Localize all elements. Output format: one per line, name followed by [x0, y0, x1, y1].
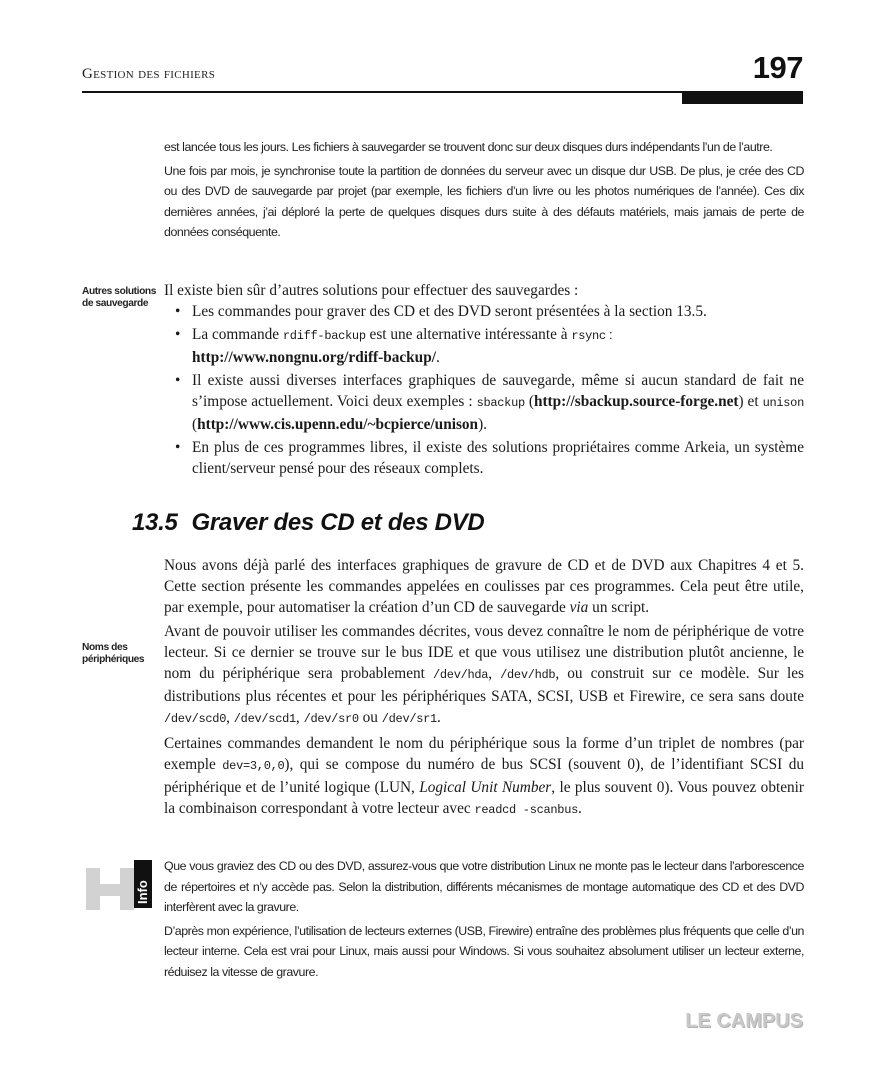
- info-box: [164, 856, 804, 982]
- link-unison[interactable]: http://www.cis.upenn.edu/~bcpierce/unison: [197, 416, 479, 433]
- paragraph-continued: est lancée tous les jours. Les fichiers à sauvegarder se trouvent donc sur deux disques durs indépendants l’un de l’autre.: [164, 140, 773, 154]
- italic-lun: Logical Unit Number: [419, 779, 552, 796]
- device-path: /dev/sr1: [381, 712, 437, 726]
- paragraph-text: ,: [295, 709, 304, 726]
- paragraph-text: .: [578, 800, 582, 817]
- list-item: [164, 370, 804, 435]
- bullet-text: La commande: [192, 326, 283, 343]
- paragraph-text: ), qui se compose du numéro de bus SCSI (souvent 0), de l’identifiant SCSI du périphérique et de l’unité logique (LUN,: [164, 756, 804, 796]
- continued-paragraph: [164, 137, 804, 243]
- paragraph-text: ou: [358, 709, 382, 726]
- info-icon: [86, 860, 154, 910]
- paragraph-text: Avant de pouvoir utiliser les commandes décrites, vous devez connaître le nom de périphérique de votre lecteur. Si ce dernier se trouve sur le bus IDE et que vous utilisez une distribution plutôt ancienne, le nom du périphérique sera probablement: [164, 623, 804, 682]
- info-paragraph-mount: Que vous graviez des CD ou des DVD, assurez-vous que votre distribution Linux ne monte pas le lecteur dans l’arborescence de répertoires et n’y accède pas. Selon la distribution, différents mécanismes de montage automatique des CD et des DVD interfèrent avec la gravure.: [164, 859, 804, 914]
- bullet-text: En plus de ces programmes libres, il existe des solutions propriétaires comme Arkeia, un système client/serveur pensé pour des réseaux complets.: [192, 439, 804, 477]
- paragraph-text: .: [436, 709, 441, 726]
- section-number: 13.5: [132, 509, 178, 536]
- paragraph-device-names: [164, 621, 804, 730]
- device-path: /dev/hdb: [500, 668, 556, 682]
- paragraph-text: ,: [488, 665, 501, 682]
- section-title: Graver des CD et des DVD: [191, 509, 485, 536]
- margin-note-devices: Noms des périphériques: [82, 642, 145, 665]
- bullet-text: ) et: [738, 393, 763, 410]
- command-rsync: rsync: [571, 329, 606, 343]
- command-rdiff-backup: rdiff-backup: [282, 329, 366, 343]
- paragraph-monthly-sync: Une fois par mois, je synchronise toute la partition de données du serveur avec un disque dur USB. De plus, je crée des CD ou des DVD de sauvegarde par projet (par exemple, les fichiers d’un livre ou les photos numériques de l’année). Ces dix dernières années, j’ai déploré la perte de quelques disques durs suite à des défauts matériels, mais jamais de perte de données conséquente.: [164, 163, 804, 239]
- info-icon-graphic: [86, 860, 154, 910]
- info-paragraph-external: D’après mon expérience, l’utilisation de lecteurs externes (USB, Firewire) entraîne des problèmes plus fréquents que celle d’un lecteur interne. Cela est vrai pour Linux, mais aussi pour Windows. Si vous souhaitez absolument utiliser un lecteur externe, réduisez la vitesse de gravure.: [164, 923, 804, 979]
- backup-intro: Il existe bien sûr d’autres solutions pour effectuer des sauvegardes :: [164, 282, 579, 299]
- publisher-logo: [685, 1010, 803, 1033]
- info-icon-label: Info: [135, 880, 150, 904]
- command-unison: unison: [762, 396, 804, 410]
- bullet-text: (: [524, 393, 534, 410]
- italic-via: via: [569, 599, 589, 616]
- backup-solutions-block: [164, 280, 804, 479]
- paragraph-text: Certaines commandes demandent le nom du périphérique sous la forme d’un triplet de nombres (par exemple: [164, 735, 804, 773]
- link-sbackup[interactable]: http://sbackup.source-forge.net: [533, 393, 739, 410]
- code-dev-triplet: dev=3,0,0: [222, 759, 285, 773]
- device-path: /dev/hda: [432, 668, 489, 682]
- bullet-text: ).: [478, 416, 487, 433]
- bullet-text: :: [605, 327, 613, 342]
- backup-list: [164, 301, 804, 479]
- bullet-text: Les commandes pour graver des CD et des DVD seront présentées à la section 13.5.: [192, 303, 707, 320]
- bullet-text: (: [192, 416, 198, 433]
- list-item: [164, 324, 804, 368]
- list-item: [164, 301, 804, 322]
- device-path: /dev/scd0: [164, 712, 227, 726]
- paragraph-scsi-triplet: [164, 733, 804, 821]
- running-header: [82, 66, 215, 83]
- section-heading: [132, 509, 484, 537]
- bullet-text: est une alternative intéressante à: [365, 326, 572, 343]
- command-readcd: readcd -scanbus: [474, 803, 579, 817]
- running-header-text: Gestion des fichiers: [82, 66, 216, 82]
- bullet-text: .: [435, 349, 440, 366]
- link-rdiff-backup[interactable]: http://www.nongnu.org/rdiff-backup/: [192, 349, 436, 366]
- publisher-logo-text: LE CAMPUS: [685, 1010, 803, 1032]
- paragraph-text: , le plus souvent 0). Vous pouvez obtenir la combinaison correspondant à votre lecteur avec: [164, 779, 804, 817]
- bullet-text: Il existe aussi diverses interfaces graphiques de sauvegarde, même si aucun standard de fait ne s’impose actuellement. Voici deux exemples :: [192, 372, 804, 410]
- paragraph-text: Nous avons déjà parlé des interfaces graphiques de gravure de CD et de DVD aux Chapitres 4 et 5. Cette section présente les commandes appelées en coulisses par ces programmes. Cela peut être utile, par exemple, pour automatiser la création d’un CD de sauvegarde: [164, 557, 804, 616]
- header-bar: [682, 93, 803, 104]
- section-body: [164, 555, 804, 821]
- list-item: [164, 437, 804, 479]
- paragraph-text: , ou construit sur ce modèle. Sur les distributions plus récentes et pour les périphériques SATA, SCSI, USB et Firewire, ce sera sans doute: [164, 665, 804, 705]
- paragraph-intro: [164, 555, 804, 618]
- device-path: /dev/scd1: [233, 712, 296, 726]
- paragraph-text: ,: [226, 709, 234, 726]
- margin-note-backup: Autres solutions de sauvegarde: [82, 286, 156, 309]
- page-number: 197: [752, 50, 803, 85]
- command-sbackup: sbackup: [476, 396, 525, 410]
- device-path: /dev/sr0: [303, 712, 359, 726]
- paragraph-text: un script.: [588, 599, 650, 616]
